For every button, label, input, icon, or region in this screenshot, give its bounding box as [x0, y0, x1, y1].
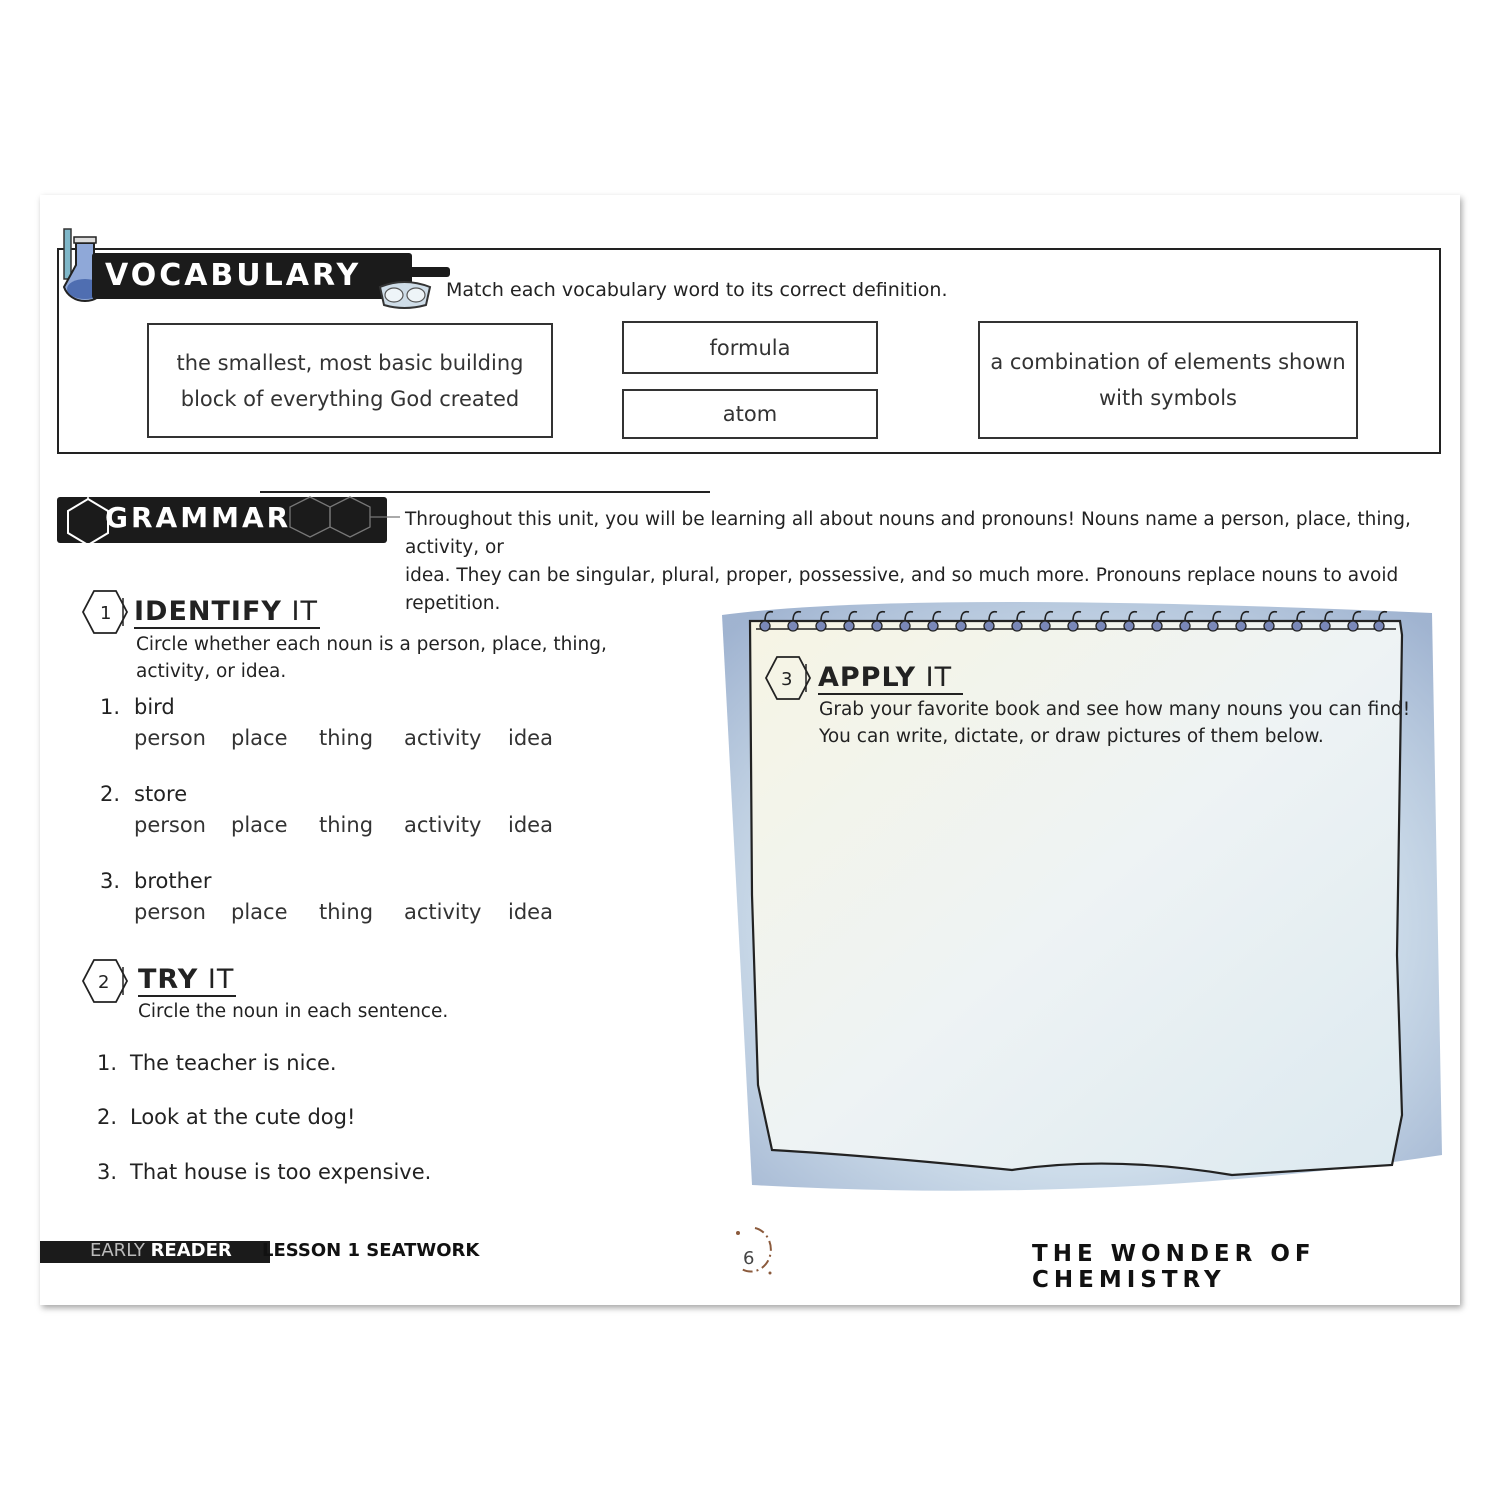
- apply-title: [818, 662, 952, 693]
- page-number: 6: [743, 1248, 755, 1269]
- option-activity[interactable]: activity: [404, 900, 482, 924]
- option-place[interactable]: place: [231, 900, 288, 924]
- footer-early: EARLY: [90, 1240, 151, 1261]
- try-instruction: Circle the noun in each sentence.: [138, 1001, 449, 1022]
- definition-left-line1: the smallest, most basic building: [176, 350, 524, 375]
- identify-title-bold: IDENTIFY: [134, 596, 282, 627]
- apply-instruction: [819, 696, 1410, 750]
- identify-item-word: store: [134, 782, 188, 806]
- option-idea[interactable]: idea: [508, 813, 553, 837]
- apply-number: 3: [781, 669, 793, 690]
- grammar-heading: GRAMMAR: [105, 501, 292, 534]
- option-thing[interactable]: thing: [319, 813, 374, 837]
- sentence-text[interactable]: The teacher is nice.: [130, 1051, 337, 1075]
- option-idea[interactable]: idea: [508, 726, 553, 750]
- option-person[interactable]: person: [134, 900, 206, 924]
- apply-title-thin: IT: [916, 662, 953, 693]
- identify-title-thin: IT: [281, 596, 319, 627]
- identify-item-word: brother: [134, 869, 212, 893]
- try-title-thin: IT: [198, 964, 235, 995]
- option-activity[interactable]: activity: [404, 813, 482, 837]
- sentence-num: 1.: [97, 1051, 118, 1075]
- option-place[interactable]: place: [231, 813, 288, 837]
- apply-instruction-line1: Grab your favorite book and see how many nouns you can find!: [819, 699, 1411, 720]
- option-place[interactable]: place: [231, 726, 288, 750]
- word-atom: atom: [722, 402, 778, 426]
- identify-title: [134, 596, 318, 627]
- option-person[interactable]: person: [134, 813, 206, 837]
- apply-answer-area[interactable]: [770, 760, 1380, 1160]
- word-box-formula[interactable]: [622, 321, 878, 374]
- option-activity[interactable]: activity: [404, 726, 482, 750]
- apply-title-bold: APPLY: [818, 662, 917, 693]
- hexagon-number-icon: [80, 588, 130, 636]
- footer-lesson: LESSON 1 SEATWORK: [262, 1240, 480, 1261]
- spiral-binding-icon: [753, 608, 1393, 638]
- definition-box-right[interactable]: [978, 321, 1358, 439]
- grammar-intro-line2: idea. They can be singular, plural, proper, possessive, and so much more. Pronouns replace nouns to avoid repetition.: [405, 565, 1399, 614]
- hexagon-number-icon: [80, 957, 130, 1005]
- identify-item-num: 2.: [100, 782, 121, 806]
- footer-reader: READER: [150, 1240, 232, 1261]
- try-title: [138, 964, 234, 995]
- identify-item-num: 3.: [100, 869, 121, 893]
- option-thing[interactable]: thing: [319, 900, 374, 924]
- word-box-atom[interactable]: [622, 389, 878, 439]
- grammar-intro-line1: Throughout this unit, you will be learning all about nouns and pronouns! Nouns name a person, place, thing, activity, or: [405, 509, 1411, 558]
- definition-left-line2: block of everything God created: [180, 386, 520, 411]
- definition-right-line1: a combination of elements shown: [990, 350, 1346, 374]
- identify-item-word: bird: [134, 695, 175, 719]
- vocabulary-heading: VOCABULARY: [105, 258, 362, 293]
- goggles-icon: [376, 275, 434, 311]
- identify-item-num: 1.: [100, 695, 121, 719]
- identify-instruction-line2: activity, or idea.: [136, 661, 287, 682]
- identify-underline: [134, 627, 320, 629]
- worksheet-page: [40, 195, 1460, 1305]
- try-number: 2: [98, 972, 110, 993]
- sentence-num: 3.: [97, 1160, 118, 1184]
- apply-instruction-line2: You can write, dictate, or draw pictures of them below.: [819, 726, 1324, 747]
- identify-instruction: [136, 631, 607, 685]
- definition-box-left[interactable]: [147, 323, 553, 438]
- word-formula: formula: [709, 335, 791, 360]
- option-person[interactable]: person: [134, 726, 206, 750]
- sentence-num: 2.: [97, 1105, 118, 1129]
- hexagon-number-icon: [763, 654, 813, 702]
- definition-right-line2: with symbols: [1098, 386, 1237, 410]
- option-idea[interactable]: idea: [508, 900, 553, 924]
- sentence-text[interactable]: Look at the cute dog!: [130, 1105, 356, 1129]
- book-title: THE WONDER OF CHEMISTRY: [1032, 1241, 1316, 1293]
- footer-series: [90, 1240, 232, 1261]
- try-title-bold: TRY: [138, 964, 199, 995]
- option-thing[interactable]: thing: [319, 726, 374, 750]
- try-underline: [138, 995, 236, 997]
- identify-instruction-line1: Circle whether each noun is a person, place, thing,: [136, 634, 607, 655]
- vocabulary-instruction: Match each vocabulary word to its correct definition.: [446, 279, 948, 301]
- coffee-stain-icon: [730, 1223, 780, 1281]
- identify-number: 1: [100, 603, 112, 624]
- sentence-text[interactable]: That house is too expensive.: [130, 1160, 432, 1184]
- apply-underline: [818, 693, 963, 695]
